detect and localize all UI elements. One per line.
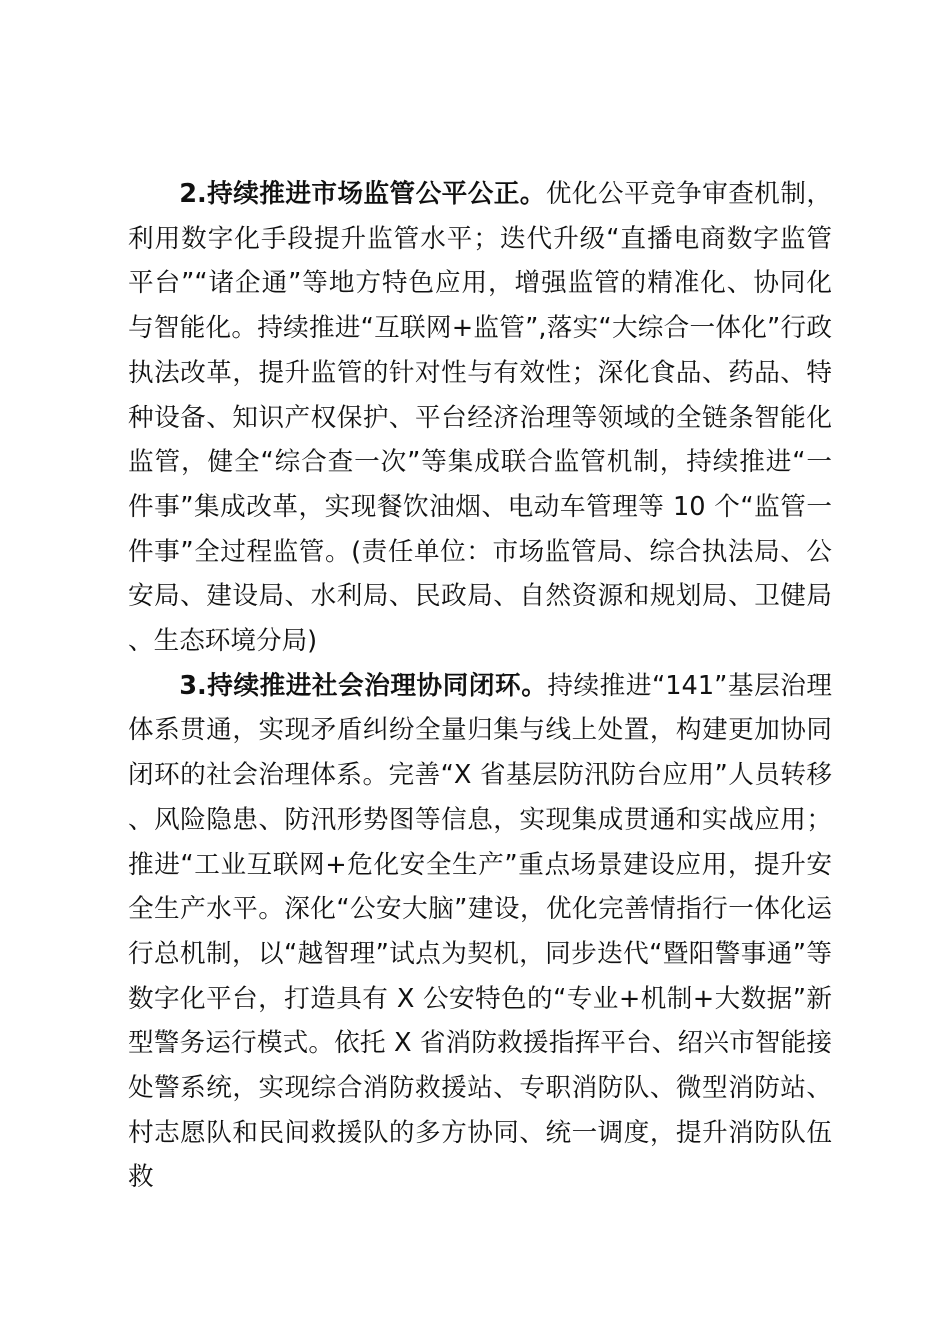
paragraph-market-supervision [128,172,832,664]
paragraph-heading: 3.持续推进社会治理协同闭环。 [179,670,548,701]
paragraph-social-governance [128,664,832,1200]
document-page [128,172,832,1200]
paragraph-body: 持续推进“141”基层治理体系贯通，实现矛盾纠纷全量归集与线上处置，构建更加协同闭环的社会治理体系。完善“X 省基层防汛防台应用”人员转移、风险隐患、防汛形势图等信息，实现集成贯通和实战应用；推进“工业互联网+危化安全生产”重点场景建设应用，提升安全生产水平。深化“公安大脑”建设，优化完善情指行一体化运行总机制，以“越智理”试点为契机，同步迭代“暨阳警事通”等数字化平台，打造具有 X 公安特色的“专业+机制+大数据”新型警务运行模式。依托 X 省消防救援指挥平台、绍兴市智能接处警系统，实现综合消防救援站、专职消防队、微型消防站、村志愿队和民间救援队的多方协同、统一调度，提升消防队伍救 [128,670,833,1193]
paragraph-body: 优化公平竞争审查机制，利用数字化手段提升监管水平；迭代升级“直播电商数字监管平台”“诸企通”等地方特色应用，增强监管的精准化、协同化与智能化。持续推进“互联网+监管”,落实“大综合一体化”行政执法改革，提升监管的针对性与有效性；深化食品、药品、特种设备、知识产权保护、平台经济治理等领域的全链条智能化监管，健全“综合查一次”等集成联合监管机制，持续推进“一件事”集成改革，实现餐饮油烟、电动车管理等 10 个“监管一件事”全过程监管。(责任单位：市场监管局、综合执法局、公安局、建设局、水利局、民政局、自然资源和规划局、卫健局、生态环境分局) [128,179,832,657]
paragraph-heading: 2.持续推进市场监管公平公正。 [179,179,546,209]
